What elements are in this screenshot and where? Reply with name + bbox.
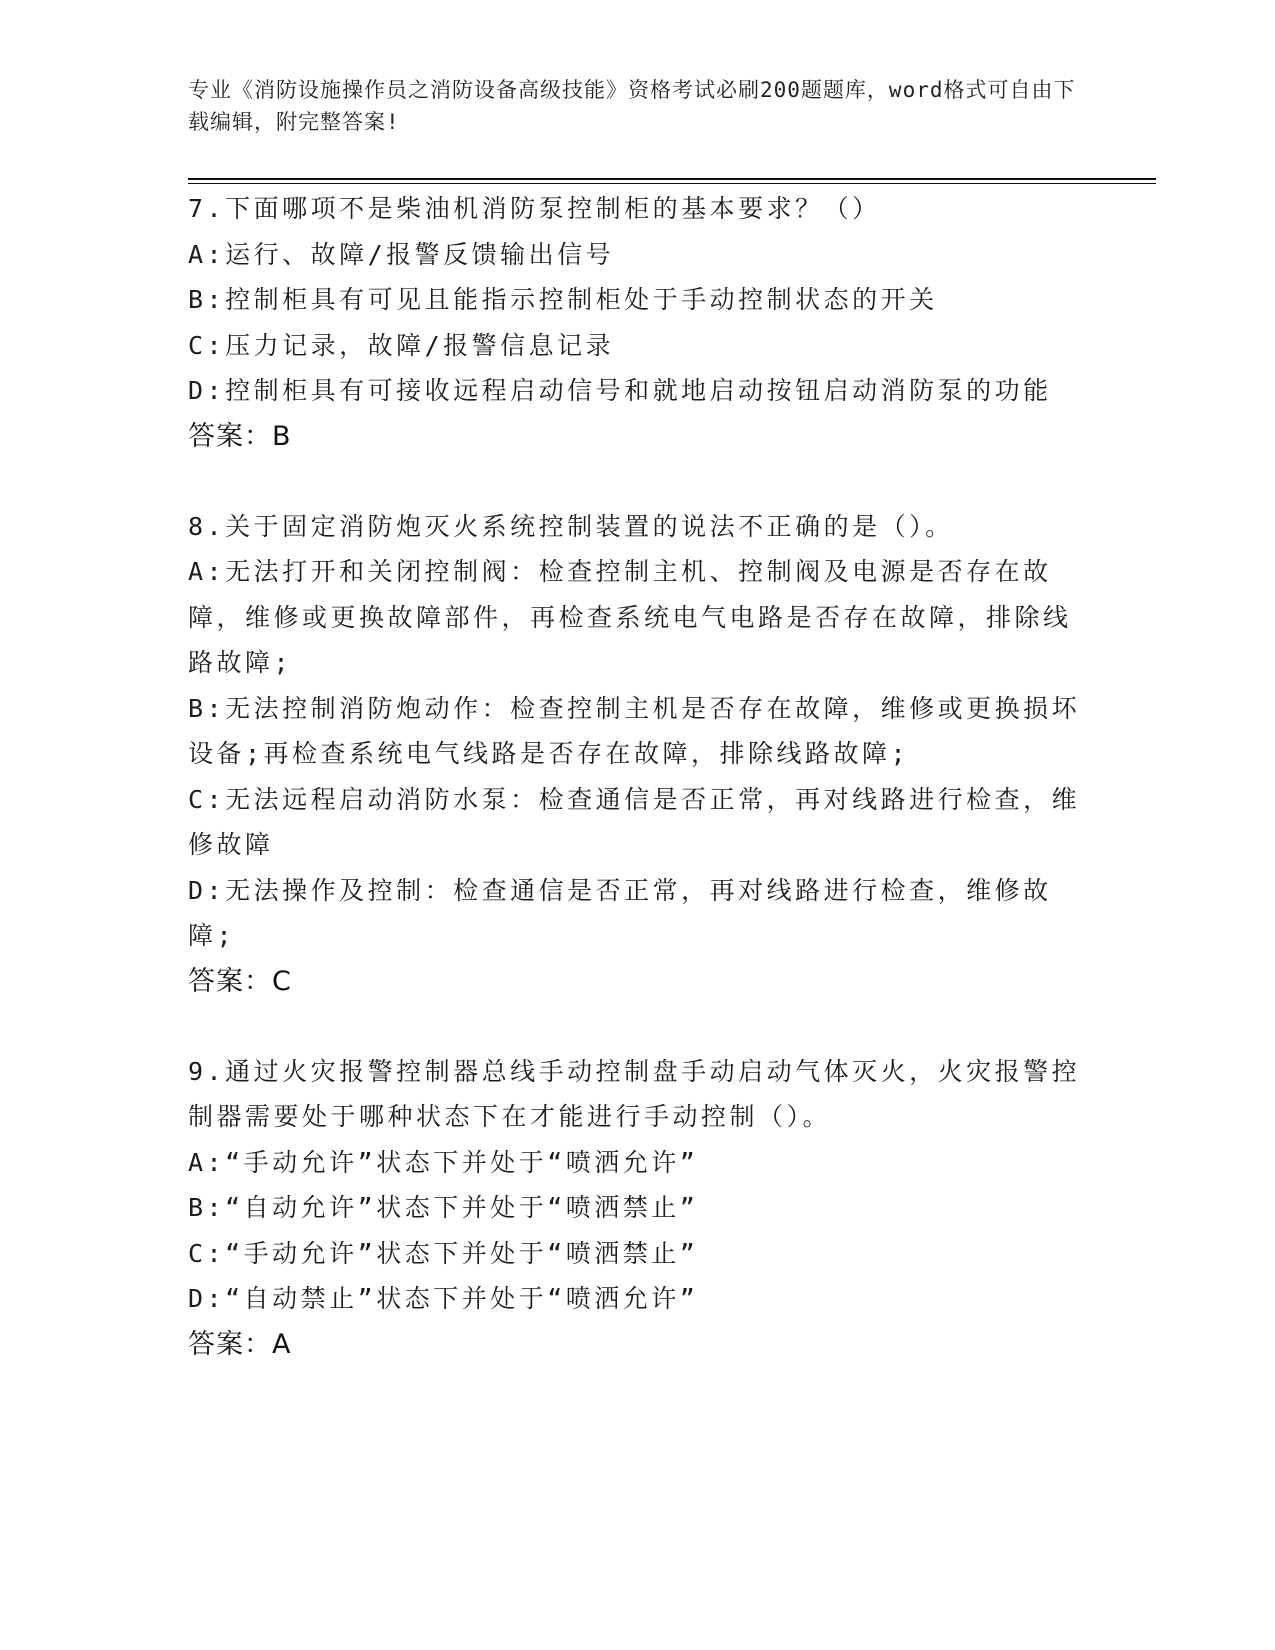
option-c: C:无法远程启动消防水泵：检查通信是否正常，再对线路进行检查，维修故障 <box>188 784 1081 859</box>
option-a: A:无法打开和关闭控制阀：检查控制主机、控制阀及电源是否存在故障，维修或更换故障部件，再检查系统电气电路是否存在故障，排除线路故障; <box>188 557 1072 677</box>
option-b: B:无法控制消防炮动作：检查控制主机是否存在故障，维修或更换损坏设备;再检查系统电气线路是否存在故障，排除线路故障; <box>188 693 1081 768</box>
question-8 <box>188 504 1088 1005</box>
option-a: A:运行、故障/报警反馈输出信号 <box>188 239 615 269</box>
question-list <box>188 186 1088 1412</box>
option-d: D:控制柜具有可接收远程启动信号和就地启动按钮启动消防泵的功能 <box>188 376 1052 405</box>
option-d: D:无法操作及控制：检查通信是否正常，再对线路进行检查，维修故障; <box>188 875 1052 950</box>
question-7 <box>188 186 1088 460</box>
option-b: B:控制柜具有可见且能指示控制柜处于手动控制状态的开关 <box>188 285 938 314</box>
question-9 <box>188 1049 1088 1368</box>
option-d: D:“自动禁止”状态下并处于“喷洒允许” <box>188 1284 699 1313</box>
question-stem: 9.通过火灾报警控制器总线手动控制盘手动启动气体灭火，火灾报警控制器需要处于哪种状态下在才能进行手动控制（）。 <box>188 1056 1081 1131</box>
question-stem: 8.关于固定消防炮灭火系统控制装置的说法不正确的是（）。 <box>188 511 954 541</box>
header-divider-thin <box>188 183 1156 184</box>
option-b: B:“自动允许”状态下并处于“喷洒禁止” <box>188 1193 699 1222</box>
option-a: A:“手动允许”状态下并处于“喷洒允许” <box>188 1147 699 1177</box>
answer-label: 答案：B <box>188 420 292 452</box>
question-stem: 7.下面哪项不是柴油机消防泵控制柜的基本要求？（） <box>188 194 881 223</box>
answer-label: 答案：A <box>188 1328 292 1360</box>
header-divider-thick <box>188 178 1156 180</box>
document-header: 专业《消防设施操作员之消防设备高级技能》资格考试必刷200题题库，word格式可自由下载编辑，附完整答案! <box>188 78 1076 134</box>
option-c: C:压力记录，故障/报警信息记录 <box>188 330 615 360</box>
option-c: C:“手动允许”状态下并处于“喷洒禁止” <box>188 1238 699 1268</box>
answer-label: 答案：C <box>188 965 292 997</box>
